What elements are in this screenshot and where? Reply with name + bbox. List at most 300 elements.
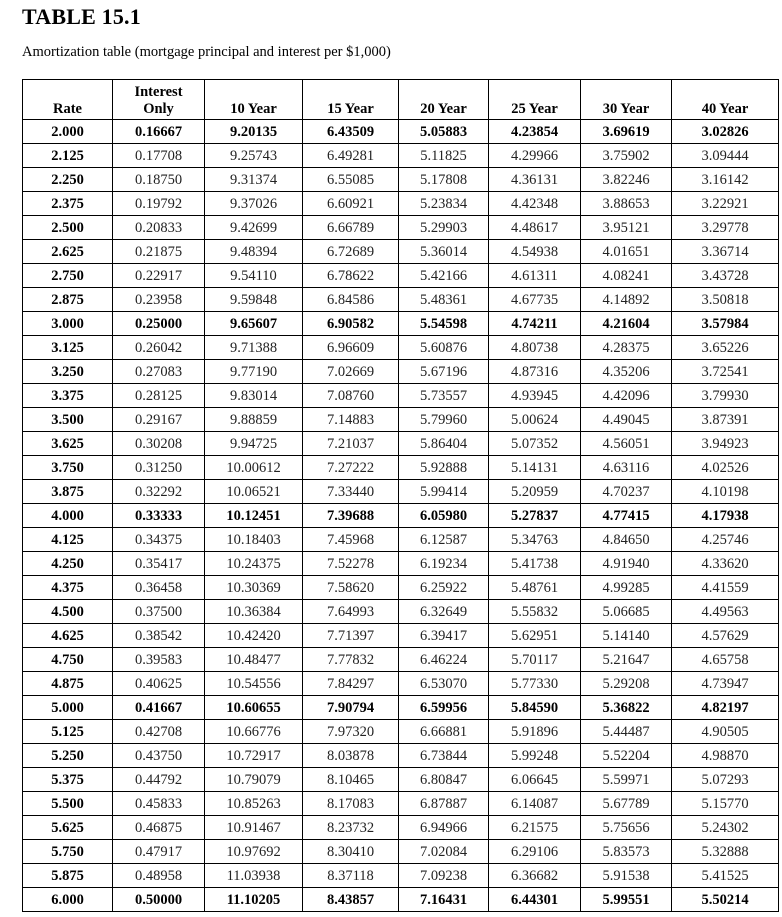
cell-30-year: 3.75902 bbox=[581, 144, 672, 168]
cell-30-year: 5.44487 bbox=[581, 720, 672, 744]
table-row bbox=[23, 840, 779, 864]
cell-25-year: 5.41738 bbox=[489, 552, 581, 576]
cell-10-year: 10.06521 bbox=[205, 480, 303, 504]
cell-10-year: 9.20135 bbox=[205, 120, 303, 144]
cell-15-year: 6.60921 bbox=[303, 192, 399, 216]
cell-rate: 3.250 bbox=[23, 360, 113, 384]
table-row bbox=[23, 408, 779, 432]
cell-15-year: 6.84586 bbox=[303, 288, 399, 312]
cell-30-year: 5.67789 bbox=[581, 792, 672, 816]
cell-25-year: 6.36682 bbox=[489, 864, 581, 888]
cell-interest-only: 0.33333 bbox=[113, 504, 205, 528]
cell-20-year: 5.05883 bbox=[399, 120, 489, 144]
table-row bbox=[23, 264, 779, 288]
cell-40-year: 5.07293 bbox=[672, 768, 779, 792]
table-row bbox=[23, 168, 779, 192]
cell-15-year: 8.37118 bbox=[303, 864, 399, 888]
table-row bbox=[23, 888, 779, 912]
cell-40-year: 5.24302 bbox=[672, 816, 779, 840]
table-row bbox=[23, 504, 779, 528]
cell-interest-only: 0.38542 bbox=[113, 624, 205, 648]
cell-40-year: 5.32888 bbox=[672, 840, 779, 864]
cell-rate: 4.250 bbox=[23, 552, 113, 576]
cell-15-year: 7.14883 bbox=[303, 408, 399, 432]
cell-interest-only: 0.20833 bbox=[113, 216, 205, 240]
cell-25-year: 5.48761 bbox=[489, 576, 581, 600]
cell-25-year: 5.77330 bbox=[489, 672, 581, 696]
cell-15-year: 6.72689 bbox=[303, 240, 399, 264]
cell-rate: 4.875 bbox=[23, 672, 113, 696]
cell-40-year: 3.22921 bbox=[672, 192, 779, 216]
header-rate: Rate bbox=[23, 80, 113, 120]
cell-40-year: 5.15770 bbox=[672, 792, 779, 816]
cell-30-year: 4.84650 bbox=[581, 528, 672, 552]
cell-10-year: 9.54110 bbox=[205, 264, 303, 288]
header-row bbox=[23, 80, 779, 120]
cell-30-year: 4.35206 bbox=[581, 360, 672, 384]
cell-rate: 5.875 bbox=[23, 864, 113, 888]
table-row bbox=[23, 384, 779, 408]
cell-rate: 4.625 bbox=[23, 624, 113, 648]
cell-15-year: 6.49281 bbox=[303, 144, 399, 168]
cell-rate: 5.375 bbox=[23, 768, 113, 792]
cell-20-year: 6.53070 bbox=[399, 672, 489, 696]
cell-30-year: 4.49045 bbox=[581, 408, 672, 432]
cell-40-year: 3.50818 bbox=[672, 288, 779, 312]
cell-15-year: 7.84297 bbox=[303, 672, 399, 696]
cell-15-year: 6.66789 bbox=[303, 216, 399, 240]
cell-40-year: 4.49563 bbox=[672, 600, 779, 624]
cell-10-year: 10.30369 bbox=[205, 576, 303, 600]
header-30-year: 30 Year bbox=[581, 80, 672, 120]
cell-15-year: 8.03878 bbox=[303, 744, 399, 768]
cell-10-year: 9.65607 bbox=[205, 312, 303, 336]
cell-40-year: 3.94923 bbox=[672, 432, 779, 456]
header-25-year: 25 Year bbox=[489, 80, 581, 120]
table-row bbox=[23, 192, 779, 216]
cell-30-year: 5.59971 bbox=[581, 768, 672, 792]
cell-10-year: 9.42699 bbox=[205, 216, 303, 240]
cell-15-year: 8.43857 bbox=[303, 888, 399, 912]
cell-15-year: 7.27222 bbox=[303, 456, 399, 480]
cell-15-year: 7.90794 bbox=[303, 696, 399, 720]
cell-rate: 5.125 bbox=[23, 720, 113, 744]
cell-25-year: 5.70117 bbox=[489, 648, 581, 672]
cell-25-year: 6.21575 bbox=[489, 816, 581, 840]
cell-40-year: 4.65758 bbox=[672, 648, 779, 672]
cell-rate: 6.000 bbox=[23, 888, 113, 912]
cell-25-year: 6.06645 bbox=[489, 768, 581, 792]
cell-20-year: 5.29903 bbox=[399, 216, 489, 240]
cell-10-year: 9.25743 bbox=[205, 144, 303, 168]
cell-25-year: 4.61311 bbox=[489, 264, 581, 288]
cell-25-year: 4.42348 bbox=[489, 192, 581, 216]
cell-interest-only: 0.44792 bbox=[113, 768, 205, 792]
cell-20-year: 6.46224 bbox=[399, 648, 489, 672]
cell-interest-only: 0.41667 bbox=[113, 696, 205, 720]
cell-10-year: 10.97692 bbox=[205, 840, 303, 864]
table-row bbox=[23, 864, 779, 888]
cell-20-year: 6.39417 bbox=[399, 624, 489, 648]
cell-30-year: 4.56051 bbox=[581, 432, 672, 456]
cell-25-year: 4.54938 bbox=[489, 240, 581, 264]
cell-25-year: 5.99248 bbox=[489, 744, 581, 768]
header-20-year: 20 Year bbox=[399, 80, 489, 120]
cell-25-year: 5.91896 bbox=[489, 720, 581, 744]
cell-40-year: 4.90505 bbox=[672, 720, 779, 744]
cell-15-year: 7.58620 bbox=[303, 576, 399, 600]
cell-40-year: 3.02826 bbox=[672, 120, 779, 144]
cell-25-year: 5.14131 bbox=[489, 456, 581, 480]
cell-rate: 2.250 bbox=[23, 168, 113, 192]
cell-rate: 5.000 bbox=[23, 696, 113, 720]
cell-interest-only: 0.48958 bbox=[113, 864, 205, 888]
cell-25-year: 4.67735 bbox=[489, 288, 581, 312]
cell-rate: 2.375 bbox=[23, 192, 113, 216]
cell-25-year: 6.44301 bbox=[489, 888, 581, 912]
cell-25-year: 5.62951 bbox=[489, 624, 581, 648]
cell-10-year: 10.60655 bbox=[205, 696, 303, 720]
cell-20-year: 5.11825 bbox=[399, 144, 489, 168]
cell-40-year: 3.36714 bbox=[672, 240, 779, 264]
table-row bbox=[23, 528, 779, 552]
table-row bbox=[23, 552, 779, 576]
cell-30-year: 4.99285 bbox=[581, 576, 672, 600]
table-row bbox=[23, 456, 779, 480]
cell-20-year: 7.09238 bbox=[399, 864, 489, 888]
header-10-year: 10 Year bbox=[205, 80, 303, 120]
cell-15-year: 7.77832 bbox=[303, 648, 399, 672]
cell-rate: 3.125 bbox=[23, 336, 113, 360]
cell-15-year: 8.23732 bbox=[303, 816, 399, 840]
cell-interest-only: 0.34375 bbox=[113, 528, 205, 552]
cell-25-year: 4.48617 bbox=[489, 216, 581, 240]
cell-interest-only: 0.21875 bbox=[113, 240, 205, 264]
cell-interest-only: 0.45833 bbox=[113, 792, 205, 816]
table-row bbox=[23, 576, 779, 600]
cell-25-year: 5.20959 bbox=[489, 480, 581, 504]
cell-10-year: 9.48394 bbox=[205, 240, 303, 264]
cell-10-year: 10.66776 bbox=[205, 720, 303, 744]
cell-20-year: 5.99414 bbox=[399, 480, 489, 504]
cell-interest-only: 0.37500 bbox=[113, 600, 205, 624]
cell-25-year: 4.36131 bbox=[489, 168, 581, 192]
cell-15-year: 7.52278 bbox=[303, 552, 399, 576]
cell-20-year: 5.67196 bbox=[399, 360, 489, 384]
cell-rate: 2.625 bbox=[23, 240, 113, 264]
table-row bbox=[23, 288, 779, 312]
cell-30-year: 5.29208 bbox=[581, 672, 672, 696]
cell-30-year: 4.63116 bbox=[581, 456, 672, 480]
cell-rate: 4.000 bbox=[23, 504, 113, 528]
cell-rate: 2.000 bbox=[23, 120, 113, 144]
cell-30-year: 5.99551 bbox=[581, 888, 672, 912]
cell-25-year: 4.87316 bbox=[489, 360, 581, 384]
cell-25-year: 5.84590 bbox=[489, 696, 581, 720]
table-row bbox=[23, 792, 779, 816]
cell-40-year: 3.72541 bbox=[672, 360, 779, 384]
table-row bbox=[23, 144, 779, 168]
cell-30-year: 3.88653 bbox=[581, 192, 672, 216]
cell-interest-only: 0.19792 bbox=[113, 192, 205, 216]
cell-40-year: 3.57984 bbox=[672, 312, 779, 336]
cell-20-year: 5.92888 bbox=[399, 456, 489, 480]
cell-interest-only: 0.50000 bbox=[113, 888, 205, 912]
cell-rate: 5.250 bbox=[23, 744, 113, 768]
cell-30-year: 4.14892 bbox=[581, 288, 672, 312]
table-row bbox=[23, 816, 779, 840]
cell-25-year: 4.23854 bbox=[489, 120, 581, 144]
cell-rate: 3.875 bbox=[23, 480, 113, 504]
cell-interest-only: 0.23958 bbox=[113, 288, 205, 312]
cell-25-year: 4.93945 bbox=[489, 384, 581, 408]
cell-rate: 4.125 bbox=[23, 528, 113, 552]
cell-40-year: 3.16142 bbox=[672, 168, 779, 192]
cell-30-year: 4.77415 bbox=[581, 504, 672, 528]
cell-interest-only: 0.35417 bbox=[113, 552, 205, 576]
cell-rate: 4.375 bbox=[23, 576, 113, 600]
cell-40-year: 5.41525 bbox=[672, 864, 779, 888]
cell-10-year: 10.12451 bbox=[205, 504, 303, 528]
table-row bbox=[23, 744, 779, 768]
cell-30-year: 4.42096 bbox=[581, 384, 672, 408]
cell-rate: 5.500 bbox=[23, 792, 113, 816]
cell-20-year: 7.02084 bbox=[399, 840, 489, 864]
cell-interest-only: 0.28125 bbox=[113, 384, 205, 408]
table-row bbox=[23, 672, 779, 696]
cell-20-year: 6.19234 bbox=[399, 552, 489, 576]
cell-15-year: 8.17083 bbox=[303, 792, 399, 816]
header-interest-only: Interest Only bbox=[113, 80, 205, 120]
cell-15-year: 6.96609 bbox=[303, 336, 399, 360]
cell-rate: 3.625 bbox=[23, 432, 113, 456]
cell-30-year: 5.06685 bbox=[581, 600, 672, 624]
cell-30-year: 4.28375 bbox=[581, 336, 672, 360]
cell-30-year: 5.91538 bbox=[581, 864, 672, 888]
table-row bbox=[23, 360, 779, 384]
cell-20-year: 5.42166 bbox=[399, 264, 489, 288]
cell-rate: 4.750 bbox=[23, 648, 113, 672]
cell-interest-only: 0.17708 bbox=[113, 144, 205, 168]
cell-interest-only: 0.27083 bbox=[113, 360, 205, 384]
cell-20-year: 6.66881 bbox=[399, 720, 489, 744]
cell-20-year: 6.87887 bbox=[399, 792, 489, 816]
table-row bbox=[23, 696, 779, 720]
cell-interest-only: 0.22917 bbox=[113, 264, 205, 288]
cell-10-year: 9.37026 bbox=[205, 192, 303, 216]
cell-10-year: 11.03938 bbox=[205, 864, 303, 888]
cell-interest-only: 0.18750 bbox=[113, 168, 205, 192]
cell-10-year: 9.83014 bbox=[205, 384, 303, 408]
cell-40-year: 4.02526 bbox=[672, 456, 779, 480]
cell-20-year: 5.60876 bbox=[399, 336, 489, 360]
cell-interest-only: 0.36458 bbox=[113, 576, 205, 600]
cell-interest-only: 0.31250 bbox=[113, 456, 205, 480]
cell-40-year: 3.65226 bbox=[672, 336, 779, 360]
cell-rate: 2.125 bbox=[23, 144, 113, 168]
cell-10-year: 10.72917 bbox=[205, 744, 303, 768]
cell-20-year: 6.80847 bbox=[399, 768, 489, 792]
cell-interest-only: 0.25000 bbox=[113, 312, 205, 336]
cell-interest-only: 0.47917 bbox=[113, 840, 205, 864]
table-row bbox=[23, 600, 779, 624]
cell-10-year: 10.00612 bbox=[205, 456, 303, 480]
cell-20-year: 5.48361 bbox=[399, 288, 489, 312]
cell-15-year: 7.71397 bbox=[303, 624, 399, 648]
cell-30-year: 5.21647 bbox=[581, 648, 672, 672]
cell-interest-only: 0.42708 bbox=[113, 720, 205, 744]
cell-15-year: 7.45968 bbox=[303, 528, 399, 552]
cell-30-year: 3.95121 bbox=[581, 216, 672, 240]
cell-40-year: 4.57629 bbox=[672, 624, 779, 648]
cell-30-year: 5.83573 bbox=[581, 840, 672, 864]
cell-rate: 5.750 bbox=[23, 840, 113, 864]
cell-30-year: 3.69619 bbox=[581, 120, 672, 144]
cell-30-year: 4.70237 bbox=[581, 480, 672, 504]
cell-10-year: 10.42420 bbox=[205, 624, 303, 648]
cell-10-year: 10.48477 bbox=[205, 648, 303, 672]
cell-10-year: 9.59848 bbox=[205, 288, 303, 312]
cell-15-year: 7.39688 bbox=[303, 504, 399, 528]
table-row bbox=[23, 240, 779, 264]
header-15-year: 15 Year bbox=[303, 80, 399, 120]
cell-20-year: 5.23834 bbox=[399, 192, 489, 216]
cell-40-year: 3.87391 bbox=[672, 408, 779, 432]
cell-interest-only: 0.39583 bbox=[113, 648, 205, 672]
cell-25-year: 5.00624 bbox=[489, 408, 581, 432]
table-body bbox=[23, 120, 779, 912]
cell-10-year: 9.77190 bbox=[205, 360, 303, 384]
cell-40-year: 4.98870 bbox=[672, 744, 779, 768]
table-subtitle: Amortization table (mortgage principal and interest per $1,000) bbox=[22, 44, 391, 60]
table-row bbox=[23, 720, 779, 744]
table-row bbox=[23, 312, 779, 336]
cell-30-year: 4.91940 bbox=[581, 552, 672, 576]
cell-10-year: 9.71388 bbox=[205, 336, 303, 360]
cell-10-year: 10.54556 bbox=[205, 672, 303, 696]
cell-40-year: 4.10198 bbox=[672, 480, 779, 504]
table-row bbox=[23, 480, 779, 504]
cell-20-year: 5.73557 bbox=[399, 384, 489, 408]
cell-30-year: 5.52204 bbox=[581, 744, 672, 768]
cell-rate: 2.500 bbox=[23, 216, 113, 240]
cell-interest-only: 0.40625 bbox=[113, 672, 205, 696]
cell-15-year: 7.33440 bbox=[303, 480, 399, 504]
cell-40-year: 4.41559 bbox=[672, 576, 779, 600]
table-row bbox=[23, 120, 779, 144]
cell-10-year: 9.88859 bbox=[205, 408, 303, 432]
cell-30-year: 5.14140 bbox=[581, 624, 672, 648]
cell-20-year: 5.54598 bbox=[399, 312, 489, 336]
cell-20-year: 5.79960 bbox=[399, 408, 489, 432]
cell-rate: 3.500 bbox=[23, 408, 113, 432]
cell-15-year: 7.08760 bbox=[303, 384, 399, 408]
cell-25-year: 5.27837 bbox=[489, 504, 581, 528]
cell-25-year: 5.55832 bbox=[489, 600, 581, 624]
table-row bbox=[23, 336, 779, 360]
header-40-year: 40 Year bbox=[672, 80, 779, 120]
table-row bbox=[23, 648, 779, 672]
cell-25-year: 6.14087 bbox=[489, 792, 581, 816]
cell-20-year: 7.16431 bbox=[399, 888, 489, 912]
table-title: TABLE 15.1 bbox=[22, 4, 141, 29]
cell-rate: 2.875 bbox=[23, 288, 113, 312]
cell-rate: 3.375 bbox=[23, 384, 113, 408]
cell-30-year: 3.82246 bbox=[581, 168, 672, 192]
cell-25-year: 5.34763 bbox=[489, 528, 581, 552]
cell-25-year: 4.74211 bbox=[489, 312, 581, 336]
cell-40-year: 3.43728 bbox=[672, 264, 779, 288]
cell-15-year: 6.43509 bbox=[303, 120, 399, 144]
cell-40-year: 3.79930 bbox=[672, 384, 779, 408]
cell-40-year: 4.17938 bbox=[672, 504, 779, 528]
table-row bbox=[23, 216, 779, 240]
cell-40-year: 3.29778 bbox=[672, 216, 779, 240]
cell-10-year: 10.85263 bbox=[205, 792, 303, 816]
cell-10-year: 9.94725 bbox=[205, 432, 303, 456]
cell-25-year: 5.07352 bbox=[489, 432, 581, 456]
cell-30-year: 4.21604 bbox=[581, 312, 672, 336]
cell-25-year: 4.80738 bbox=[489, 336, 581, 360]
cell-20-year: 5.36014 bbox=[399, 240, 489, 264]
cell-20-year: 6.59956 bbox=[399, 696, 489, 720]
cell-20-year: 5.17808 bbox=[399, 168, 489, 192]
cell-10-year: 10.36384 bbox=[205, 600, 303, 624]
cell-rate: 2.750 bbox=[23, 264, 113, 288]
cell-interest-only: 0.16667 bbox=[113, 120, 205, 144]
cell-rate: 3.750 bbox=[23, 456, 113, 480]
cell-interest-only: 0.26042 bbox=[113, 336, 205, 360]
cell-20-year: 6.32649 bbox=[399, 600, 489, 624]
table-row bbox=[23, 432, 779, 456]
cell-40-year: 4.33620 bbox=[672, 552, 779, 576]
cell-15-year: 7.02669 bbox=[303, 360, 399, 384]
cell-40-year: 4.73947 bbox=[672, 672, 779, 696]
cell-interest-only: 0.43750 bbox=[113, 744, 205, 768]
cell-15-year: 7.21037 bbox=[303, 432, 399, 456]
cell-interest-only: 0.46875 bbox=[113, 816, 205, 840]
cell-10-year: 9.31374 bbox=[205, 168, 303, 192]
cell-20-year: 6.25922 bbox=[399, 576, 489, 600]
cell-20-year: 6.12587 bbox=[399, 528, 489, 552]
cell-25-year: 6.29106 bbox=[489, 840, 581, 864]
cell-15-year: 6.78622 bbox=[303, 264, 399, 288]
cell-rate: 5.625 bbox=[23, 816, 113, 840]
cell-15-year: 6.55085 bbox=[303, 168, 399, 192]
cell-40-year: 3.09444 bbox=[672, 144, 779, 168]
cell-15-year: 7.97320 bbox=[303, 720, 399, 744]
cell-20-year: 6.94966 bbox=[399, 816, 489, 840]
cell-rate: 4.500 bbox=[23, 600, 113, 624]
cell-30-year: 5.36822 bbox=[581, 696, 672, 720]
cell-20-year: 5.86404 bbox=[399, 432, 489, 456]
cell-30-year: 5.75656 bbox=[581, 816, 672, 840]
cell-10-year: 10.24375 bbox=[205, 552, 303, 576]
cell-15-year: 6.90582 bbox=[303, 312, 399, 336]
cell-20-year: 6.05980 bbox=[399, 504, 489, 528]
cell-10-year: 11.10205 bbox=[205, 888, 303, 912]
cell-interest-only: 0.30208 bbox=[113, 432, 205, 456]
cell-10-year: 10.91467 bbox=[205, 816, 303, 840]
table-row bbox=[23, 768, 779, 792]
cell-10-year: 10.18403 bbox=[205, 528, 303, 552]
cell-25-year: 4.29966 bbox=[489, 144, 581, 168]
cell-40-year: 5.50214 bbox=[672, 888, 779, 912]
cell-15-year: 7.64993 bbox=[303, 600, 399, 624]
cell-interest-only: 0.32292 bbox=[113, 480, 205, 504]
table-row bbox=[23, 624, 779, 648]
cell-30-year: 4.08241 bbox=[581, 264, 672, 288]
